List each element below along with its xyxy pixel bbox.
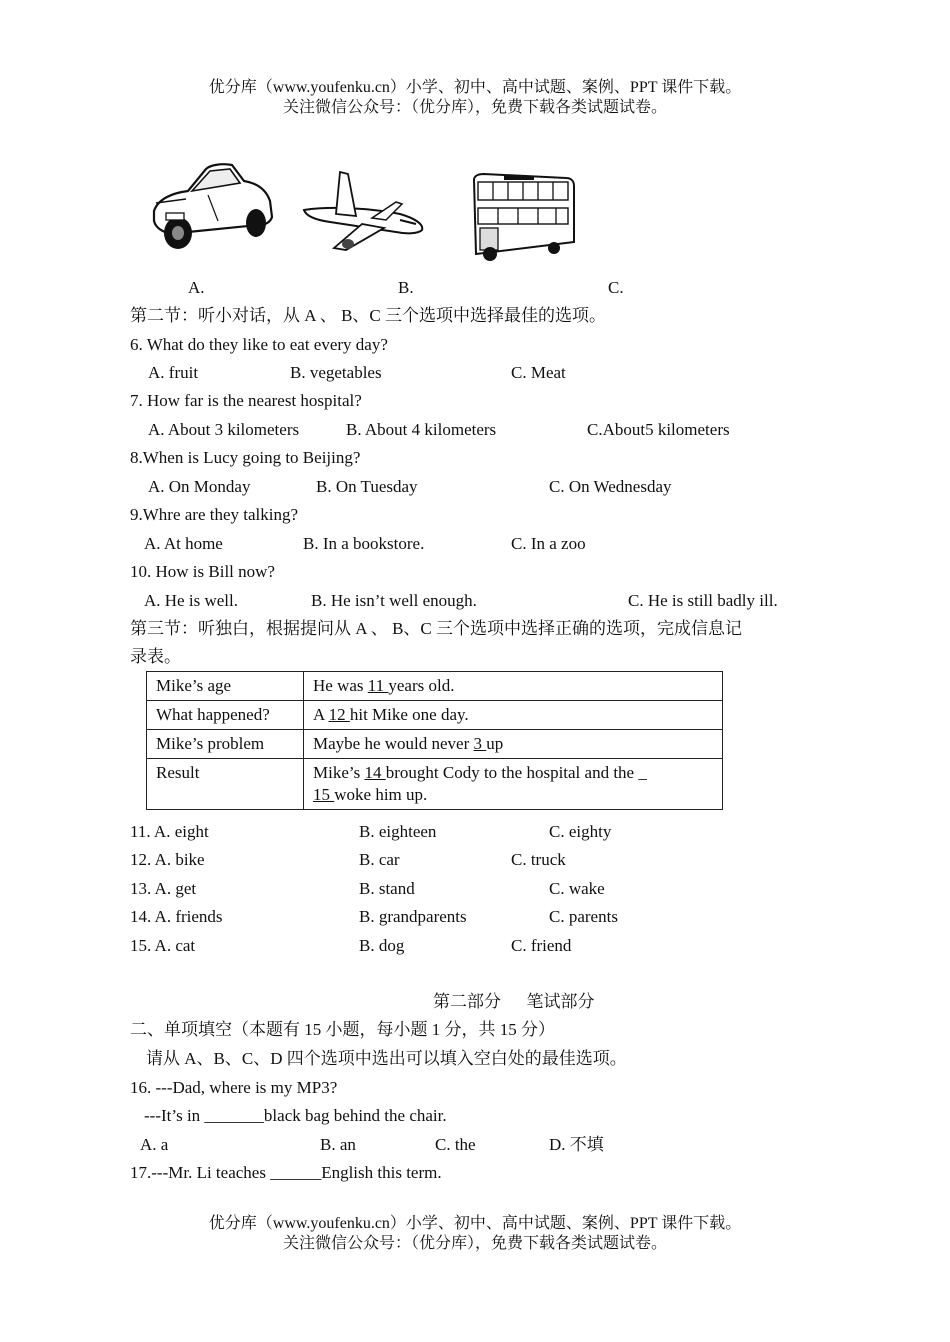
option: C.About5 kilometers [587,420,730,439]
header-line-2: 关注微信公众号：（优分库），免费下载各类试题试卷。 [282,99,667,116]
option: C. eighty [549,822,612,841]
picture-label-a: A. [188,278,205,297]
option: B. He isn’t well enough. [311,591,477,610]
car-icon [148,155,276,255]
answer-13: 13. A. get [130,879,197,898]
blank-14: 14 [364,763,386,782]
option: B. grandparents [359,907,467,926]
option: C. He is still badly ill. [628,591,778,610]
row-label: Result [147,759,304,810]
footer-line-2: 关注微信公众号：（优分库），免费下载各类试题试卷。 [282,1235,667,1252]
answer-15: 15. A. cat [130,936,196,955]
part2-section-title: 二、单项填空（本题有 15 小题，每小题 1 分，共 15 分） [130,1020,555,1039]
section3-title: 第三节：听独白，根据提问从 A 、 B、C 三个选项中选择正确的选项，完成信息记 [130,619,743,638]
section2-title: 第二节：听小对话，从 A 、 B、C 三个选项中选择最佳的选项。 [130,306,607,325]
option: A. About 3 kilometers [148,420,300,439]
picture-label-c: C. [608,278,624,297]
table-row [147,672,723,701]
question-10: 10. How is Bill now? [130,562,275,581]
part2-heading: 第二部分 笔试部分 [433,992,595,1011]
option: A. a [140,1135,169,1154]
part2-instruction: 请从 A、B、C、D 四个选项中选出可以填入空白处的最佳选项。 [146,1049,627,1068]
row-value: Maybe he would never 3 up [304,730,723,759]
option: B. stand [359,879,415,898]
answer-12: 12. A. bike [130,850,205,869]
option: C. friend [511,936,572,955]
option: B. an [320,1135,356,1154]
option: A. He is well. [144,591,238,610]
option: D. 不填 [549,1135,604,1154]
row-label: Mike’s problem [147,730,304,759]
option: B. eighteen [359,822,437,841]
footer-line-1: 优分库（www.youfenku.cn）小学、初中、高中试题、案例、PPT 课件下载。 [208,1215,742,1232]
row-value: Mike’s 14 brought Cody to the hospital and the _ 15 woke him up. [304,759,723,810]
picture-label-b: B. [398,278,414,297]
row-value: A 12 hit Mike one day. [304,701,723,730]
table-row [147,730,723,759]
question-6: 6. What do they like to eat every day? [130,335,388,354]
question-16: 16. ---Dad, where is my MP3? [130,1078,338,1097]
row-label: What happened? [147,701,304,730]
option: C. parents [549,907,618,926]
option: C. Meat [511,363,566,382]
option: B. About 4 kilometers [346,420,497,439]
option: C. In a zoo [511,534,586,553]
row-label: Mike’s age [147,672,304,701]
header-line-1: 优分库（www.youfenku.cn）小学、初中、高中试题、案例、PPT 课件下载。 [208,79,742,96]
option: A. fruit [148,363,199,382]
option: A. On Monday [148,477,251,496]
option: B. On Tuesday [316,477,418,496]
option: B. dog [359,936,405,955]
info-record-table [146,671,723,810]
section3-title-cont: 录表。 [130,647,181,666]
double-decker-bus-icon [468,172,578,262]
question-16-answer-line: ---It’s in _______black bag behind the chair. [144,1106,447,1125]
blank-15: 15 [313,785,335,804]
question-8: 8.When is Lucy going to Beijing? [130,448,361,467]
blank-11: 11 [367,676,389,695]
question-9: 9.Whre are they talking? [130,505,299,524]
question-7: 7. How far is the nearest hospital? [130,391,362,410]
answer-11: 11. A. eight [130,822,209,841]
option: B. car [359,850,400,869]
option: A. At home [144,534,223,553]
option: C. the [435,1135,476,1154]
option: B. vegetables [290,363,382,382]
option: C. wake [549,879,605,898]
table-row [147,759,723,810]
question-17: 17.---Mr. Li teaches ______English this term. [130,1163,442,1182]
blank-13: 3 [473,734,487,753]
airplane-icon [300,168,428,258]
blank-12: 12 [328,705,350,724]
option: C. On Wednesday [549,477,672,496]
answer-14: 14. A. friends [130,907,223,926]
row-value: He was 11 years old. [304,672,723,701]
option: C. truck [511,850,566,869]
table-row [147,701,723,730]
option: B. In a bookstore. [303,534,425,553]
